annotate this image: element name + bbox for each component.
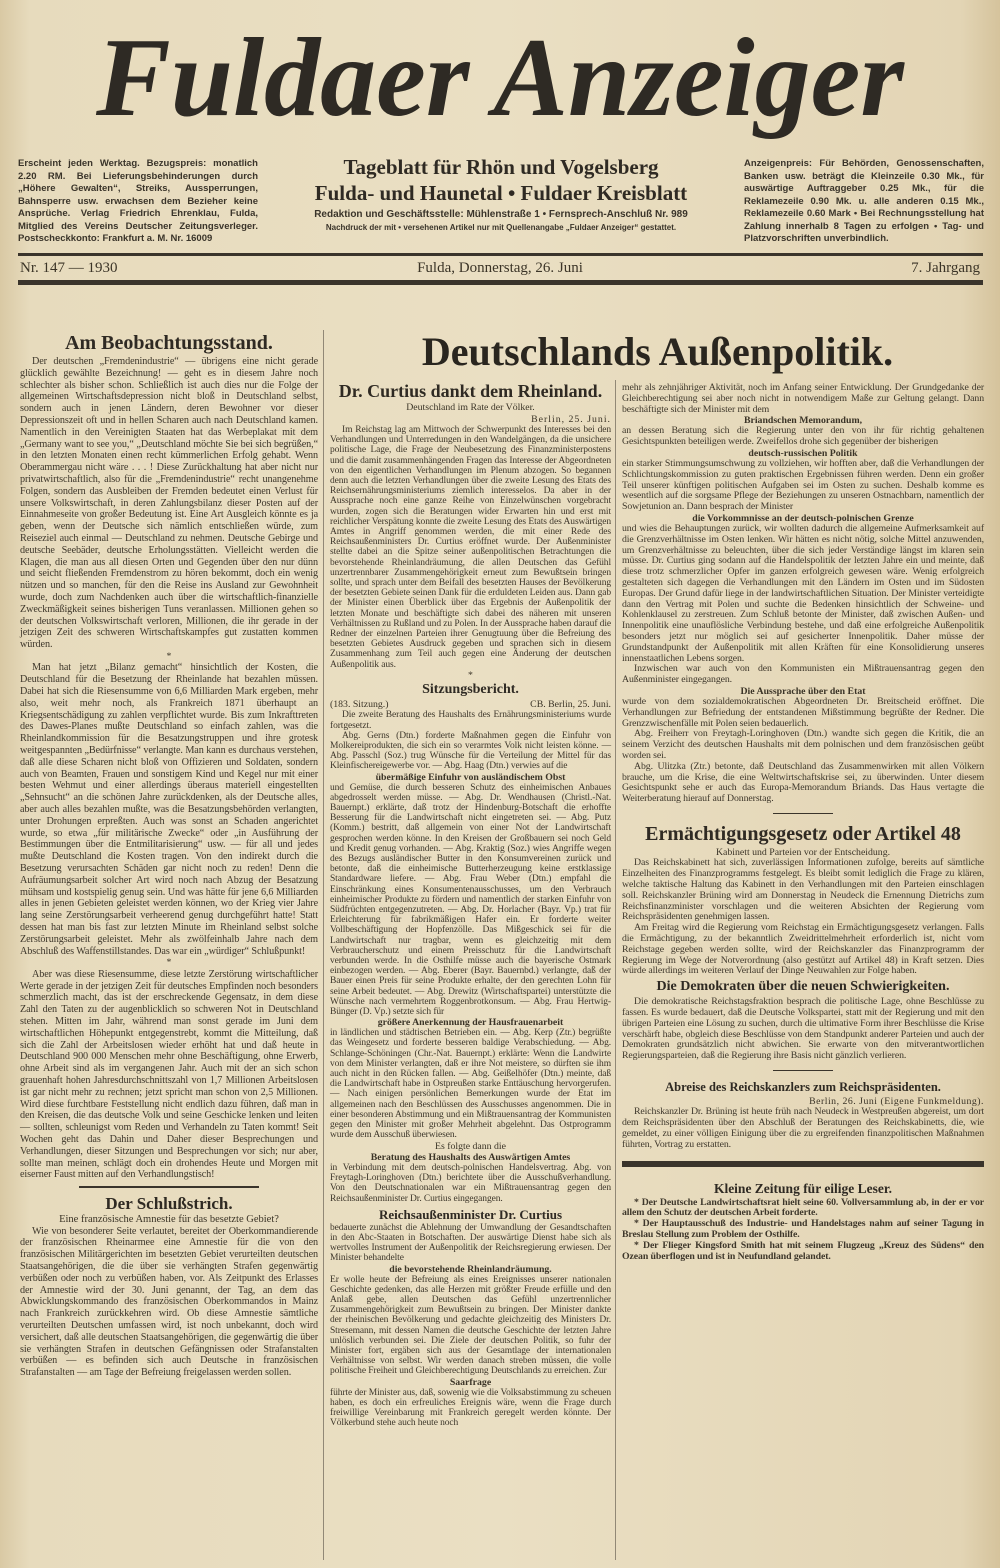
middle-column — [330, 380, 611, 1428]
subheading: Briandschen Memorandum, — [743, 415, 863, 427]
article-headline: Dr. Curtius dankt dem Rheinland. — [338, 381, 603, 401]
asterisk-separator: * — [166, 650, 172, 662]
article-deck: Deutschland im Rate der Völker. — [406, 402, 535, 413]
article-paragraph: Abg. Ulitzka (Ztr.) betonte, daß Deutschland das Zusammenwirken mit allen Völkern brauche, um die Krise, die eine Weltwirtschaftskrise sei, zu überwinden. Unter diesem Gesichtspunkt sehe er auch das Europa-Memorandum Briands. Das Haus vertagte die Weiterberatung hierauf auf Donnerstag. — [622, 760, 984, 805]
volume: 7. Jahrgang — [911, 260, 980, 276]
article-paragraph: Wie von besonderer Seite verlautet, bereitet der Oberkommandierende der französischen Rheinarmee eine Amnestie für die von den französischen Militärgerichten im besetzten Gebiet verurteilten deutschen Staatsangehörigen, die die über sie verhängten Strafen gegenwärtig verbüßen oder noch zu verbüßen haben, vor. Als Zeitpunkt des Erlasses der Amnestie wird der 30. Juni genannt, der Tag, an dem das Abwicklungskommando des französischen Oberkommandos in Mainz nach Frankreich zurückkehren wird. Ob diese Amnestie sämtliche verurteilten Deutschen umfassen wird, ist noch unbekannt, doch wird versichert, daß alle deutschen Staatsangehörigen, die gegenwärtig die über sie verhängten Strafen in deutschen Gefängnissen oder Strafanstalten verbüßen — es befinden sich auch Deutsche in französischen Strafanstalten — am Tage der Befreiung freigelassen werden sollen. — [20, 1225, 318, 1379]
article-paragraph: Abg. Gerns (Dtn.) forderte Maßnahmen gegen die Einfuhr von Molkereiprodukten, die sich ein so verarmtes Volk nicht leisten könne. — Abg. Passchl (Soz.) trug Wünsche für die Verteilung der Mittel für das Kleinfischereigewerbe vor. — Abg. Haag (Dtn.) verwies auf die — [330, 730, 611, 772]
subheading: die Vorkommnisse an der deutsch-polnischen Grenze — [692, 512, 914, 524]
masthead-title: Fuldaer Anzeiger — [96, 16, 904, 140]
section-headline: Kleine Zeitung für eilige Leser. — [713, 1180, 893, 1196]
article-paragraph: mehr als zehnjähriger Aktivität, noch im Anfang seiner Entwicklung. Der Grundgedanke der Gleichberechtigung sei aber noch nicht in notwendigem Maße zur Geltung gelangt. Dann beschäftigte sich der Minister mit dem — [622, 382, 984, 415]
session-number: (183. Sitzung.) — [330, 699, 389, 711]
main-headline: Deutschlands Außenpolitik. — [421, 329, 894, 374]
news-brief: * Der Hauptausschuß des Industrie- und Handelstages nahm auf seiner Tagung in Breslau Stellung zum Problem der Osthilfe. — [622, 1218, 984, 1241]
divider — [79, 1186, 259, 1188]
subtitle-line-1: Tageblatt für Rhön und Vogelsberg — [343, 155, 659, 179]
article-paragraph: und wies die Behauptungen zurück, wir wollten dadurch die allgemeine Aufmerksamkeit auf die Grenzverhältnisse im Osten lenken. Wir hätten es nicht nötig, solche Mittel anzuwenden, um Grenzverhältnisse zu beleuchten, über die sich jeder Verständige längst im klaren sein müsse. Dr. Curtius ging sodann auf die Handelspolitik der letzten Jahre ein und meinte, daß diese trotz schmerzlicher Opfer im ganzen erfolgreich gewesen wäre. Wenig erfolgreich gestalteten sich dagegen die Verhandlungen mit den Ländern im Osten und im Südosten Europas. Der Grund dafür liege in der landwirtschaftlichen Situation. Der Minister verteidigte dann den Vertrag mit Polen und suchte die Bedenken hinsichtlich der Schweine- und Kohlenklausel zu zerstreuen. Zum Schluß betonte der Minister, daß zwischen Außen- und Innenpolitik eine unauflösliche Verbindung bestehe, und daß eine erfolgreiche Außenpolitik besonders jetzt nur möglich sei auf gesicherter Innenpolitik. Daher müsse der Grundstandpunkt der Außenpolitik mit allen Kräften für eine Konsolidierung unseres innenstaatlichen Lebens sorgen. — [622, 522, 984, 664]
article-paragraph: Am Freitag wird die Regierung vom Reichstag ein Ermächtigungsgesetz verlangen. Falls die Ermächtigung, zu der bekanntlich Zweidrittelmehrheit erforderlich ist, nicht vom Reichstage gegeben werden sollte, wird der Reichskanzler das Finanzprogramm der Regierung im Wege der Notverordnung (also gestützt auf Artikel 48) in Kraft setzen. Dies würde allerdings im weiteren Verlauf der Dinge Neuwahlen zur Folge haben. — [622, 922, 984, 977]
article-paragraph: Im Reichstag lag am Mittwoch der Schwerpunkt des Interesses bei den Verhandlungen und Unterredungen in den Wandelgängen, da die unsichere politische Lage, die Frage der Neubesetzung des Finanzministerpostens und die damit zusammenhängenden Fragen das Interesse der Abgeordneten von den eigentlichen Verhandlungen im Plenum abzogen. So begannen denn auch die letzten Verhandlungen über die zweite Lesung des Etats des Reichsernährungsministeriums ziemlich interesselos. Da aber in der Aussprache noch eine ganze Reihe von Einzelwünschen vorgebracht wurden, zogen sich die Beratungen wider Erwarten hin und erst mit reichlicher Verspätung konnte die zweite Lesung des Etats des Auswärtigen Amtes in Angriff genommen werden, die mit einer Rede des Reichsaußenministers Dr. Curtius eröffnet wurde. Der Außenminister stellte dabei an die Spitze seiner außenpolitischen Betrachtungen die bevorstehende Rheinlandräumung, die allen Deutschen das Gefühl unzertrennbarer Zusammengehörigkeit erneut zum Bewußtsein bringen sollte, und sprach unter dem Beifall des besetzten Hauses der Bevölkerung der besetzten Gebiete seinen Dank für die erduldeten Leiden aus. Dann gab der Minister einen Überblick über das Ergebnis der Außenpolitik der letzten Monate und beschäftigte sich dabei des näheren mit unseren Verhältnissen zu Rußland und zu Polen. In der Aussprache haben darauf die Redner der einzelnen Parteien ihrer Genugtuung über die Befreiung des besetzten Gebietes Ausdruck gegeben und sprachen sich in diesem Zusammenhang zum Teil auch gegen eine Änderung der deutschen Außenpolitik aus. — [330, 425, 611, 670]
section-headline: Reichsaußenminister Dr. Curtius — [378, 1206, 563, 1222]
issue-number: Nr. 147 — 1930 — [20, 260, 118, 276]
article-paragraph: in Verbindung mit dem deutsch-polnischen Handelsvertrag. Abg. von Freytagh-Loringhoven (Dtn.) berichtete über die Ausschußverhandlung. Von den Deutschnationalen war ein Mißtrauensantrag gegen den Reichsaußenminister Dr. Curtius eingegangen. — [330, 1163, 611, 1204]
article-paragraph: führte der Minister aus, daß, sowenig wie die Volksabstimmung zu scheuen haben, es doch ein erfreuliches Ereignis wäre, wenn die Frage durch freiwillige Vereinbarung mit Frankreich geregelt werden könnte. Der Völkerbund stehe auch heute noch — [330, 1387, 611, 1429]
article-paragraph: Die demokratische Reichstagsfraktion besprach die politische Lage, ohne Beschlüsse zu fassen. Es wurde bedauert, daß die Deutsche Volkspartei, statt mit der Regierung und mit den übrigen Parteien eine Lösung zu suchen, durch die ultimative Form ihrer Beschlüsse die Krise verschärft habe, obgleich diese Beschlüsse von dem Standpunkt anderer Parteien und auch der Demokraten grundsätzlich nicht abwichen. Sie erwarte von den mitverantwortlichen Regierungsparteien, daß die Regierung ihre Basis nicht gänzlich verlieren. — [622, 996, 984, 1062]
article-paragraph: Es folgte dann die — [434, 1140, 506, 1152]
divider — [18, 280, 983, 285]
asterisk-separator: * — [166, 957, 172, 969]
reprint-note: Nachdruck der mit • versehenen Artikel nur mit Quellenangabe „Fuldaer Anzeiger“ gestattet. — [325, 222, 677, 232]
section-headline: Die Demokraten über die neuen Schwierigkeiten. — [656, 979, 950, 995]
article-paragraph: Der deutschen „Fremdenindustrie“ — übrigens eine nicht gerade glücklich gewählte Bezeichnung! — geht es in diesem Jahre noch schlechter als bisher schon. Schließlich ist auch dies nur die Folge der allgemeinen Wirtschaftsdepression nicht bloß in Deutschland selbst, sondern auch in jenen Ländern, deren Bewohner vor dieser Depressionszeit oft und in hellen Scharen auch nach Deutschland kamen. Namentlich in den Vereinigten Staaten hat das Werbeplakat mit dem „Germany want to see you,“ „Deutschland möchte Sie bei sich begrüßen,“ in den letzten Monaten einen recht kümmerlichen Erfolg gehabt. Wenn Oberammergau nicht wäre . . . ! Diese Zurückhaltung hat aber nicht nur privatwirtschaftlich, also für die „Fremdenindustrie“ recht unangenehme Folgen, sondern das Ausbleiben der Fremden bedeutet einen Verlust für unsere Volkswirtschaft, in deren Zahlungsbilanz dieser Posten auf der Einnahmeseite von großer Bedeutung ist. Eine Art Ausgleich könnte es ja geben, wenn der Deutsche sich nämlich entschließen würde, zum Reiseziel auch einmal — Deutschland zu nehmen. Deutsche Gebirge und deutsche Seebäder, deutsche Erholungsstätten. Vielleicht werden die Klagen, die man aus all diesen Orten und Gegenden über den nur dünn und seicht fließenden Fremdenstrom zu hören bekommt, doch ein wenig nützen und so manchen, für den die Reise ins Ausland zur Gewohnheit wurde, doch zum Nachdenken auch über die wirtschaftlich-finanzielle Zweckmäßigkeit seines bisherigen Tuns veranlassen. Millionen gehen so der deutschen Volkswirtschaft verloren, Millionen, die ihr gerade in der jetzigen Zeit des schweren Wirtschaftskampfes gut zustatten kommen würden. — [20, 356, 318, 651]
article-deck: Eine französische Amnestie für das besetzte Gebiet? — [59, 1214, 279, 1226]
news-brief: * Der Deutsche Landwirtschaftsrat hielt seine 60. Vollversammlung ab, in der er vor allem den Schutz der deutschen Arbeit forderte. — [622, 1196, 984, 1219]
subheading: Saarfrage — [449, 1376, 492, 1388]
article-headline: Der Schlußstrich. — [105, 1194, 233, 1214]
article-paragraph: Aber was diese Riesensumme, diese letzte Zerstörung wirtschaftlicher Werte gerade in der jetzigen Zeit für deutsches Empfinden noch besonders schmerzlich macht, das ist der erschreckende Gegensatz, in dem diese Zahl den Taten zu der augenblicklich so schweren Not in Deutschland stehen. Mitten im Jahr, während man sonst gerade im Juni dem wirtschaftlichen Höhepunkt entgegenstrebt, kommt die Mitteilung, daß sich die Zahl der Arbeitslosen wieder erhöht hat und daß heute in Deutschland 900 000 Menschen mehr ohne Beschäftigung, ohne Erwerb, ohne Arbeit sind als im vergangenen Jahr. Auch mit der an sich schon grauenhaft hohen Jahresdurchschnittszahl von 1,7 Millionen Arbeitslosen ist gar nicht mehr zu rechnen; jetzt spricht man schon von 2,5 Millionen. Wird diese furchtbare Feststellung nicht endlich dazu führen, daß man in den Kreisen, die das deutsche Volk und seine Geschicke lenken und leiten — sollten, schleunigst vom Reden und Verhandeln zu Taten kommt! Seit Wochen geht das Dahin und Daher dieser Besprechungen und Verhandlungen, dieser Sitzungen und Besprechungen vor sich; nur aber, sollte man meinen, schlägt doch ein drohendes Heute und Morgen mit eiserner Faust mitten auf den Verhandlungstisch! — [20, 968, 318, 1181]
divider — [622, 1161, 984, 1167]
article-paragraph: Die zweite Beratung des Haushalts des Ernährungsministeriums wurde fortgesetzt. — [330, 710, 611, 731]
subheading: deutsch-russischen Politik — [748, 447, 858, 459]
advertising-rates: Anzeigenpreis: Für Behörden, Genossenschaften, Banken usw. beträgt die Kleinzeile 0.30 Mk., für auswärtige Auftraggeber 0.25 Mk., für die Reklamezeile 0.90 Mk. u. alle anderen 0.15 Mk., Reklamezeile 0.60 Mark • Bei Rechnungsstellung hat Zahlung innerhalb 8 Tagen zu erfolgen • Tag- und Platzvorschriften unverbindlich. — [744, 158, 984, 244]
article-headline: Am Beobachtungsstand. — [65, 332, 273, 354]
article-paragraph: wurde von dem sozialdemokratischen Abgeordneten Dr. Breitscheid eröffnet. Die Verhandlungen zur Befriedung der entstandenen Mißstimmung begrüßte der Redner. Die Grenzzwischenfälle mit Polen seien bedauerlich. — [622, 695, 984, 729]
article-paragraph: Inzwischen war auch von den Kommunisten ein Mißtrauensantrag gegen den Außenminister eingegangen. — [622, 663, 984, 686]
column-divider — [323, 330, 324, 1560]
article-dateline: Berlin, 25. Juni. — [531, 413, 611, 425]
section-headline: Sitzungsbericht. — [422, 682, 519, 698]
article-paragraph: Reichskanzler Dr. Brüning ist heute früh nach Neudeck in Westpreußen abgereist, um dort dem Reichspräsidenten über den Abschluß der Beratungen des Reichskabinetts, die, wie gemeldet, zu einer völligen Einigung über die zu ergreifenden finanzpolitischen Maßnahmen führten, Vortrag zu erstatten. — [622, 1106, 984, 1150]
article-paragraph: ein starker Stimmungsumschwung zu vollziehen, wir hofften aber, daß die Verhandlungen der Schlichtungskommission zu guten praktischen Ergebnissen führen werden. Denn ein großer Teil unserer künftigen politischen Aufgaben sei im Osten zu suchen. Deshalb komme es wesentlich auf die sorgsame Pflege der Beziehungen zu unseren Ostnachbarn, namentlich der Sowjetunion an. Dann besprach der Minister — [622, 457, 984, 513]
column-divider — [615, 380, 616, 1560]
divider — [773, 1070, 833, 1071]
article-headline: Ermächtigungsgesetz oder Artikel 48 — [645, 822, 961, 845]
article-paragraph: Er wolle heute der Befreiung als eines Ereignisses unserer nationalen Geschichte gedenken, das alle Herzen mit größter Freude erfülle und den Anlaß gebe, allen Deutschen das Gefühl unzertrennlicher Zusammengehörigkeit zum Bewußtsein zu bringen. Der Minister dankte der rheinischen Bevölkerung und gedachte gleichzeitig des Ministers Dr. Stresemann, mit dessen Namen die deutsche Geschichte der letzten Jahre unlöslich verbunden sei. Die Ziele der deutschen Politik, so fuhr der Minister fort, ergäben sich aus der Gesamtlage der internationalen Verhältnisse von selbst. Wir werden danach streben müssen, die volle politische Freiheit und Gleichberechtigung Deutschlands zu erreichen. Zur — [330, 1274, 611, 1377]
article-paragraph: Man hat jetzt „Bilanz gemacht“ hinsichtlich der Kosten, die Deutschland für die Besetzung der Rheinlande hat bezahlen müssen. Dabei hat sich die Riesensumme von 6,6 Milliarden Mark ergeben, mehr also, weit mehr noch, als Frankreich 1871 überhaupt an Kriegsentschädigung zu zahlen verpflichtet wurde. Bis zum Inkrafttreten des Dawes-Planes mußte Deutschland so einfach zahlen, was die Rheinlandkommission für die Besatzungstruppen und ihre grotesk weitgespannten „Bedürfnisse“ verlangte. Man kann es durchaus verstehen, daß alle diese Scharen nicht bloß von Offizieren und Soldaten, sondern auch von Beamten, Frauen und sonstigem Kind und Kegel nur mit einer besten Wehmut und einer allerdings überaus materiell eingestellten „Sehnsucht“ an die schönen Jahre zurückdenken, als der Deutsche alles, aber auch alles bezahlen mußte, was die Besatzungsbehörden verlangten, unter Drohungen erpreßten. Auch was sonst an Schaden angerichtet wurde, so etwa „für militärische Zwecke“ oder „in Ausführung der Bestimmungen über die Entmilitarisierung“ usw. — für all und jedes mußte Deutschland die Kosten tragen. Von den indirekt durch die Besetzung verursachten Schäden gar nicht noch zu reden! Denn die Aufräumungsarbeit solcher Art wird noch nach Abzug der Besatzung mühsam und kostspielig genug sein. Und was hätte für jene 6,6 Milliarden alles in jenen Gebieten geleistet werden können, wo der Krieg vier Jahre lang seine Zerstörungsarbeit verheerend genug durchgeführt hatte! Statt dessen hat man bis fast zur letzten Minute im Rheinland selbst solche Zerstörungsarbeit geleistet. Mehr als zwölfeinhalb Jahre nach dem Abschluß des Waffenstillstandes. Das war ein „würdiger“ Schlußpunkt! — [20, 662, 318, 957]
right-column — [622, 383, 984, 1262]
subheading: Beratung des Haushalts des Auswärtigen Amtes — [370, 1152, 571, 1163]
session-info — [330, 699, 611, 710]
subheading: größere Anerkennung der Hausfrauenarbeit — [377, 1017, 564, 1029]
article-dateline: Berlin, 26. Juni (Eigene Funkmeldung). — [809, 1095, 984, 1107]
left-column — [20, 330, 318, 1379]
subheading: die bevorstehende Rheinlandräumung. — [389, 1263, 552, 1275]
asterisk-separator: * — [468, 669, 473, 681]
subheading: Die Aussprache über den Etat — [740, 685, 866, 697]
divider — [18, 253, 983, 256]
article-paragraph: Das Reichskabinett hat sich, zuverlässigen Informationen zufolge, bereits auf sämtliche Einzelheiten des Finanzprogramms festgelegt. Es bleibt somit lediglich die Frage zu klären, welche taktische Haltung das Kabinett in den Verhandlungen mit den Parteien einschlagen soll. Reichskanzler Brüning wird am Donnerstag in Neudeck die Ernennung Dietrichs zum Reichsfinanzminister vorschlagen und die weiteren Absichten der Regierung vom Reichspräsidenten genehmigen lassen. — [622, 857, 984, 923]
news-brief: * Der Flieger Kingsford Smith hat mit seinem Flugzeug „Kreuz des Südens“ den Ozean überflogen und ist in Neufundland gelandet. — [622, 1239, 984, 1262]
address-line: Redaktion und Geschäftsstelle: Mühlenstraße 1 • Fernsprech-Anschluß Nr. 989 — [314, 209, 688, 220]
article-paragraph: in ländlichen und städtischen Betrieben ein. — Abg. Kerp (Ztr.) begrüßte das Weingesetz und forderte besseren baldige Verabschiedung. — Abg. Schlange-Schöningen (Chr.-Nat. Bauernpt.) erklärte: Wenn die Landwirte von dem Minister verlangten, daß er ihre Not meistere, so dürften sie ihm auch nicht in den Rücken fallen. — Abg. Geißelhöfer (Dtn.) meinte, daß die Landwirtschaft habe in Ostpreußen starke Enttäuschung hervorgerufen. — Nach einigen persönlichen Bemerkungen wurde der Etat im allgemeinen nach den Beschlüssen des Ausschusses angenommen. Die in einer besonderen Abstimmung und ein Mißtrauensantrag der Kommunisten gegen den Minister mit großer Mehrheit abgelehnt. Das Ostprogramm wurde dem Ausschuß überwiesen. — [330, 1028, 611, 1141]
session-dateline: CB. Berlin, 25. Juni. — [530, 699, 611, 711]
article-deck: Kabinett und Parteien vor der Entscheidung. — [715, 846, 891, 858]
dateline: Fulda, Donnerstag, 26. Juni — [417, 260, 583, 276]
subtitle-line-2: Fulda- und Haunetal • Fuldaer Kreisblatt — [314, 181, 688, 205]
article-paragraph: bedauerte zunächst die Ablehnung der Umwandlung der Gesandtschaften in den Abc-Staaten in Botschaften. Der auswärtige Dienst habe sich als wertvolles Instrument der Außenpolitik der Reichsregierung erwiesen. Der Minister behandelte — [330, 1222, 611, 1264]
article-paragraph: an dessen Beratung sich die Regierung unter den von ihr für richtig gehaltenen Gesichtspunkten beteiligen werde. Zweifellos drohe sich gegenüber der bisherigen — [622, 425, 984, 448]
divider — [773, 813, 833, 814]
subscription-info: Erscheint jeden Werktag. Bezugspreis: monatlich 2.20 RM. Bei Lieferungsbehinderungen durch „Höhere Gewalten“, Streiks, Aussperrungen, Bahnsperre usw. erwachsen dem Bezieher keine Ansprüche. Verlag Friedrich Ehrenklau, Fulda, Mitglied des Vereins Deutscher Zeitungsverleger. Postscheckkonto: Frankfurt a. M. Nr. 16009 — [18, 158, 258, 244]
article-paragraph: Abg. Freiherr von Freytagh-Loringhoven (Dtn.) wandte sich gegen die Kritik, die an seinem Verzicht des deutschen Haushalts mit dem polnischen und dem französischen geübt worden sei. — [622, 728, 984, 761]
section-headline: Abreise des Reichskanzlers zum Reichspräsidenten. — [665, 1079, 941, 1094]
article-paragraph: und Gemüse, die durch besseren Schutz des einheimischen Anbaues abgedrosselt werden müsse. — Abg. Dr. Wendhausen (Christl.-Nat. Bauernpt.) erklärte, daß trotz der Hindenburg-Botschaft die erhoffte Besserung für die Landwirtschaft nicht eingetreten sei. — Abg. Putz (Komm.) bestritt, daß allgemein von einer Not der Landwirtschaft gesprochen werden könne. In den Kreisen der Großbauern sei noch Geld und Kredit genug vorhanden. — Abg. Kraktig (Soz.) wies Angriffe wegen des Bezugs ausländischer Butter in den Konsumvereinen zurück und betonte, daß die einheimische Butterherzeugung keine erstklassige Standardware liefere. — Abg. Frau Weber (Dtn.) empfahl die Einschränkung eines Konsumentenausschusses, um den Verbrauch einheimischer Produkte zu fördern und namentlich der starken Einfuhr von Südfrüchten entgegenzutreten. — Abg. Dr. Horlacher (Bayr. Vp.) trat für Erleichterung für fabrikmäßigen Hafer ein. Er forderte weiter Vollbeschäftigung der Hopfenzölle. Das Mißgeschick sei für die Landwirtschaft nur tragbar, wenn es gleichzeitig mit dem Verbraucherschutz und einem Preisschutz für die Landwirtschaft verbunden werde. In die Osthilfe müsse auch die bayerische Ostmark einbezogen werden. — Abg. Eberer (Bayr. Bauernbd.) verlangte, daß der Bauer einen Preis für seine Produkte erhalte, der den gerechten Lohn für seine Arbeit bedeutet. — Abg. Drewitz (Wirtschaftspartei) unterstützte die Wünsche nach vermehrtem Roggenbrotkonsum. — Abg. Frau Hertwig-Bünger (D. Vp.) setzte sich für — [330, 782, 611, 1018]
masthead-subtitle-block — [268, 154, 734, 233]
subheading: übermäßige Einfuhr von ausländischem Obst — [375, 771, 566, 783]
